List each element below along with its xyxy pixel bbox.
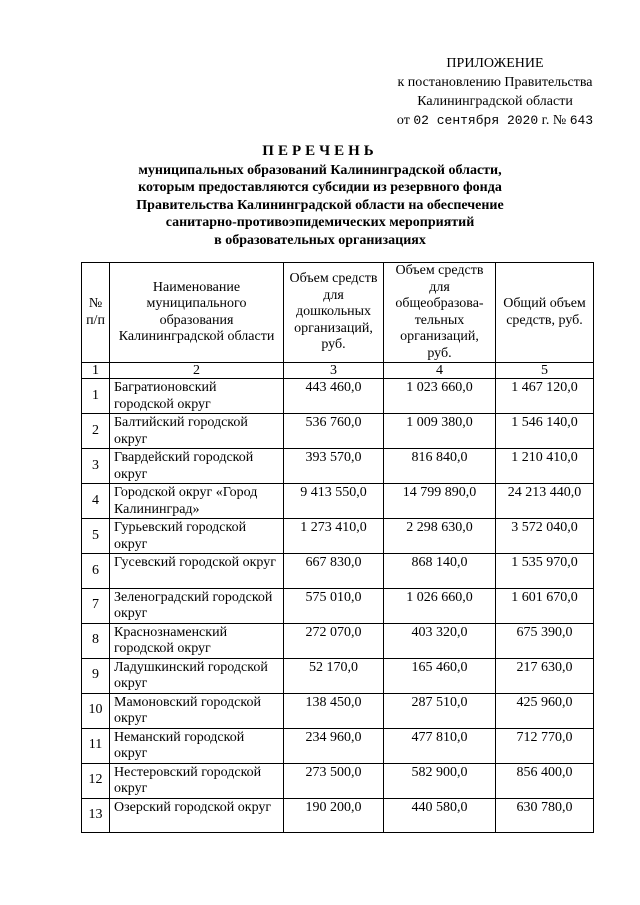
preschool-amount: 393 570,0 (284, 449, 384, 484)
municipality-name: Багратионовский городской округ (110, 379, 284, 414)
total-amount: 856 400,0 (496, 763, 594, 798)
table-row (82, 379, 594, 414)
header-preschool: Объем средств для дошкольных организаций, руб. (284, 263, 384, 363)
subsidy-table (81, 262, 594, 833)
general-amount: 1 026 660,0 (384, 588, 496, 623)
preschool-amount: 443 460,0 (284, 379, 384, 414)
row-number: 8 (82, 623, 110, 658)
preschool-amount: 234 960,0 (284, 728, 384, 763)
general-amount: 1 009 380,0 (384, 414, 496, 449)
appendix-line-decree: к постановлению Правительства (397, 75, 593, 90)
table-header-row (82, 263, 594, 363)
total-amount: 675 390,0 (496, 623, 594, 658)
column-number: 2 (110, 363, 284, 379)
municipality-name: Городской округ «Город Калининград» (110, 484, 284, 519)
table-row (82, 554, 594, 589)
preschool-amount: 52 170,0 (284, 658, 384, 693)
table-row (82, 588, 594, 623)
general-amount: 14 799 890,0 (384, 484, 496, 519)
table-row (82, 519, 594, 554)
appendix-line-region: Калининградской области (417, 94, 573, 109)
column-number: 3 (284, 363, 384, 379)
general-amount: 165 460,0 (384, 658, 496, 693)
municipality-name: Гвардейский городской округ (110, 449, 284, 484)
total-amount: 630 780,0 (496, 798, 594, 833)
total-amount: 712 770,0 (496, 728, 594, 763)
title-line-2: которым предоставляются субсидии из резервного фонда (138, 180, 502, 195)
row-number: 10 (82, 693, 110, 728)
header-total: Общий объем средств, руб. (496, 263, 594, 363)
general-amount: 2 298 630,0 (384, 519, 496, 554)
municipality-name: Зеленоградский городской округ (110, 588, 284, 623)
general-amount: 816 840,0 (384, 449, 496, 484)
table-row (82, 658, 594, 693)
total-amount: 425 960,0 (496, 693, 594, 728)
column-number: 4 (384, 363, 496, 379)
municipality-name: Нестеровский городской округ (110, 763, 284, 798)
table-row (82, 623, 594, 658)
appendix-label: ПРИЛОЖЕНИЕ (446, 56, 544, 71)
municipality-name: Краснознаменский городской округ (110, 623, 284, 658)
appendix-date-prefix: от (396, 113, 410, 128)
column-number: 1 (82, 363, 110, 379)
row-number: 7 (82, 588, 110, 623)
municipality-name: Озерский городской округ (110, 798, 284, 833)
preschool-amount: 1 273 410,0 (284, 519, 384, 554)
table-row (82, 449, 594, 484)
municipality-name: Неманский городской округ (110, 728, 284, 763)
municipality-name: Ладушкинский городской округ (110, 658, 284, 693)
row-number: 6 (82, 554, 110, 589)
row-number: 4 (82, 484, 110, 519)
preschool-amount: 273 500,0 (284, 763, 384, 798)
municipality-name: Гурьевский городской округ (110, 519, 284, 554)
general-amount: 477 810,0 (384, 728, 496, 763)
table-row (82, 484, 594, 519)
column-number: 5 (496, 363, 594, 379)
appendix-date-suffix: г. № (541, 113, 567, 128)
table-row (82, 798, 594, 833)
title-line-1: муниципальных образований Калининградской области, (138, 162, 502, 178)
appendix-date-line (360, 111, 630, 130)
municipality-name: Балтийский городской округ (110, 414, 284, 449)
appendix-number: 643 (569, 113, 594, 128)
preschool-amount: 190 200,0 (284, 798, 384, 833)
preschool-amount: 667 830,0 (284, 554, 384, 589)
document-title (60, 143, 580, 249)
row-number: 13 (82, 798, 110, 833)
total-amount: 1 210 410,0 (496, 449, 594, 484)
municipality-name: Мамоновский городской округ (110, 693, 284, 728)
table-row (82, 728, 594, 763)
row-number: 12 (82, 763, 110, 798)
total-amount: 1 535 970,0 (496, 554, 594, 589)
title-heading: ПЕРЕЧЕНЬ (262, 143, 378, 159)
row-number: 9 (82, 658, 110, 693)
general-amount: 582 900,0 (384, 763, 496, 798)
row-number: 11 (82, 728, 110, 763)
general-amount: 868 140,0 (384, 554, 496, 589)
preschool-amount: 536 760,0 (284, 414, 384, 449)
table-row (82, 693, 594, 728)
total-amount: 3 572 040,0 (496, 519, 594, 554)
title-line-3: Правительства Калининградской области на обеспечение (136, 197, 504, 213)
municipality-name: Гусевский городской округ (110, 554, 284, 589)
appendix-block (360, 54, 630, 130)
row-number: 2 (82, 414, 110, 449)
column-number-row (82, 363, 594, 379)
preschool-amount: 575 010,0 (284, 588, 384, 623)
general-amount: 1 023 660,0 (384, 379, 496, 414)
title-line-5: в образовательных организациях (214, 232, 426, 248)
table-row (82, 414, 594, 449)
preschool-amount: 138 450,0 (284, 693, 384, 728)
general-amount: 403 320,0 (384, 623, 496, 658)
total-amount: 1 546 140,0 (496, 414, 594, 449)
preschool-amount: 9 413 550,0 (284, 484, 384, 519)
general-amount: 440 580,0 (384, 798, 496, 833)
preschool-amount: 272 070,0 (284, 623, 384, 658)
total-amount: 1 601 670,0 (496, 588, 594, 623)
total-amount: 217 630,0 (496, 658, 594, 693)
general-amount: 287 510,0 (384, 693, 496, 728)
header-general: Объем средств для общеобразова-тельных организаций, руб. (384, 263, 496, 363)
total-amount: 1 467 120,0 (496, 379, 594, 414)
row-number: 5 (82, 519, 110, 554)
appendix-date: 02 сентября 2020 (413, 113, 539, 128)
header-num: № п/п (82, 263, 110, 363)
row-number: 3 (82, 449, 110, 484)
title-line-4: санитарно-противоэпидемических мероприятий (165, 215, 475, 230)
total-amount: 24 213 440,0 (496, 484, 594, 519)
table-row (82, 763, 594, 798)
row-number: 1 (82, 379, 110, 414)
header-name: Наименование муниципального образования Калининградской области (110, 263, 284, 363)
